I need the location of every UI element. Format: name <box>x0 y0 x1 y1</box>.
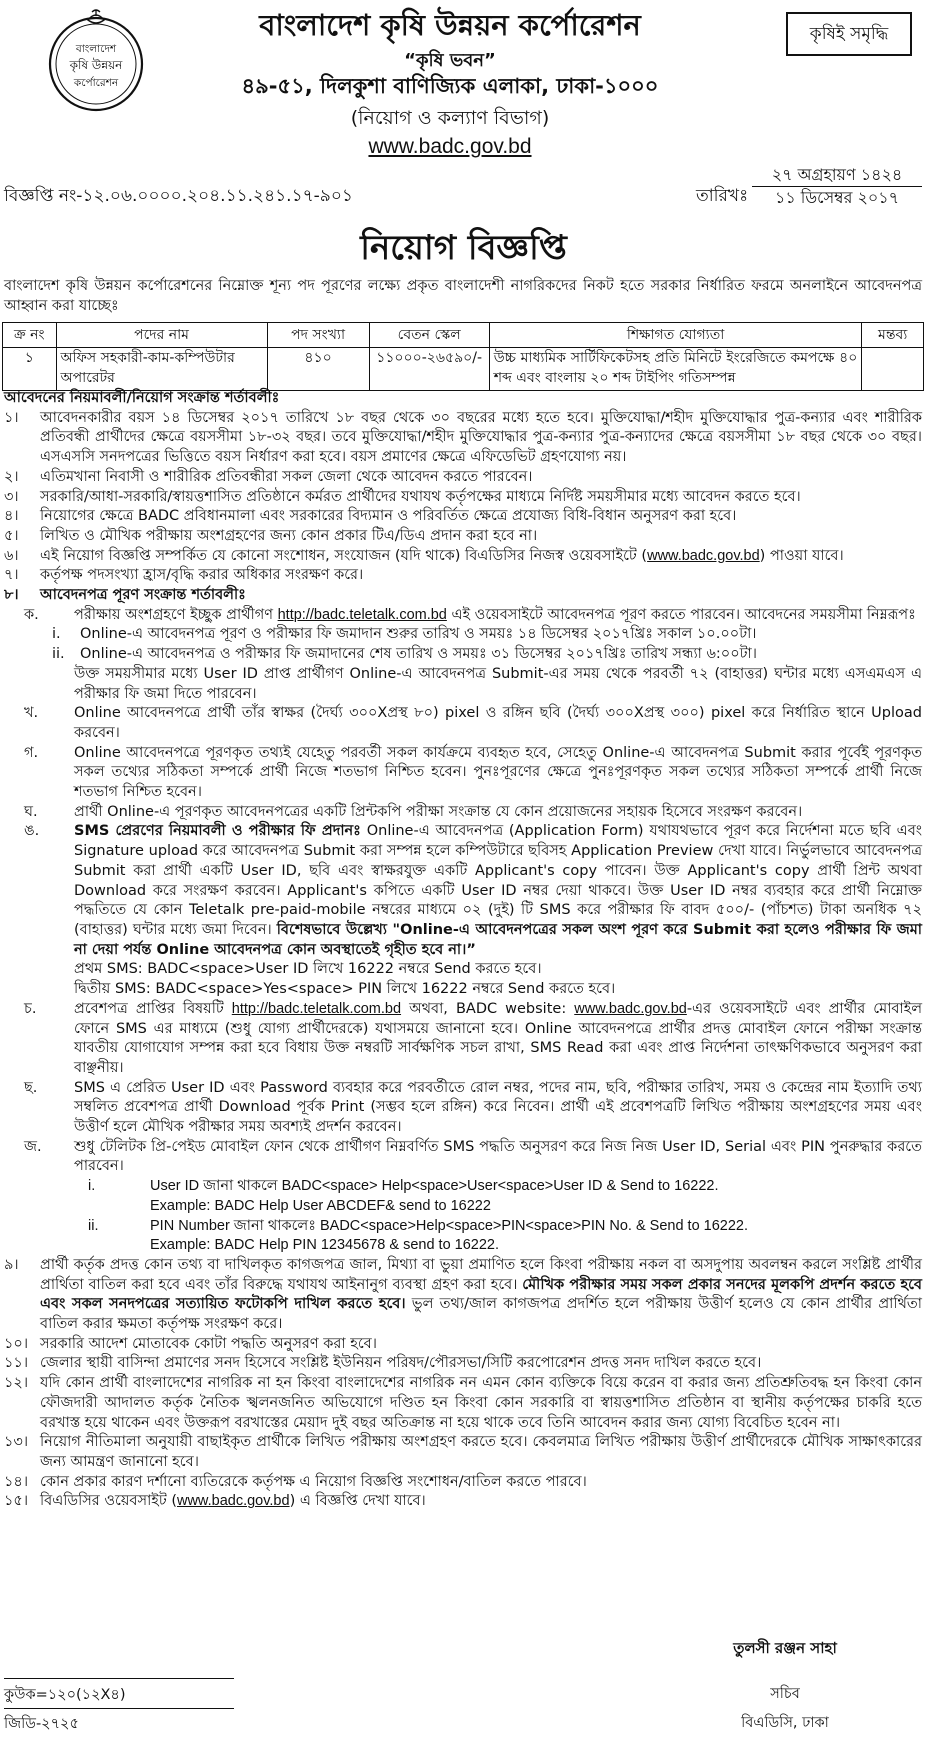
footer-divider <box>4 1678 234 1679</box>
sub-number: খ. <box>24 705 39 722</box>
rule-text: আবেদনপত্র পূরণ সংক্রান্ত শর্তাবলীঃ <box>40 587 246 604</box>
intro-paragraph: বাংলাদেশ কৃষি উন্নয়ন কর্পোরেশনের নিম্নোক্ত শূন্য পদ পূরণের লক্ষ্যে প্রকৃত বাংলাদেশী নাগরিকদের নিকট হতে সরকার নির্ধারিত ফরমে অনলাইনে আবেদনপত্র আহ্বান করা যাচ্ছেঃ <box>4 278 922 314</box>
rule-number: ৫। <box>4 527 19 544</box>
svg-text:বাংলাদেশ: বাংলাদেশ <box>75 43 117 55</box>
sub-text: প্রার্থী Online-এ পূরণকৃত আবেদনপত্রের একটি প্রিন্টকপি পরীক্ষা সংক্রান্ত যে কোন প্রয়োজনের সহায়ক হিসেবে সংরক্ষণ করবেন। <box>74 803 803 820</box>
sub-number: ছ. <box>24 1079 38 1096</box>
website-link[interactable]: www.badc.gov.bd <box>647 547 760 564</box>
rule-number: ২। <box>4 468 19 485</box>
rule-text: সরকারি/আধা-সরকারি/স্বায়ত্তশাসিত প্রতিষ্ঠানে কর্মরত প্রার্থীদের যথাযথ কর্তৃপক্ষের মাধ্যমে নির্দিষ্ট সময়সীমার মধ্যে আবেদন করতে হবে। <box>40 488 801 505</box>
rule-text: আবেদনকারীর বয়স ১৪ ডিসেম্বর ২০১৭ তারিখে ১৮ বছর থেকে ৩০ বছরের মধ্যে হতে হবে। মুক্তিযোদ্ধা/শহীদ মুক্তিযোদ্ধার পুত্র-কন্যার এবং শারীরিক প্রতিবন্ধী প্রার্থীদের ক্ষেত্রে বয়সসীমা ১৮-৩২ বছর। তবে মুক্তিযোদ্ধা/শহীদ মুক্তিযোদ্ধার পুত্র-কন্যার পুত্র-কন্যাদের ক্ষেত্রে বয়সসীমা ১৮ বছর থেকে ৩০ বছর। এসএসসি সনদপত্রের ভিত্তিতে বয়স নির্ধারণ করা হবে। বয়স প্রমাণের ক্ষেত্রে এফিডেভিট গ্রহণযোগ্য নয়। <box>40 409 922 466</box>
rule-text: নিয়োগ নীতিমালা অনুযায়ী বাছাইকৃত প্রার্থীকে লিখিত পরীক্ষায় অংশগ্রহণ করতে হবে। কেবলমাত্র লিখিত পরীক্ষায় উত্তীর্ণ প্রার্থীদেরকে মৌখিক সাক্ষাৎকারের জন্য আমন্ত্রণ জানানো হবে। <box>40 1434 922 1470</box>
sub-text: Online আবেদনপত্রে পূরণকৃত তথ্যই যেহেতু পরবর্তী সকল কার্যক্রমে ব্যবহৃত হবে, সেহেতু Online-এ আবেদনপত্র Submit করার পূর্বেই পূরণকৃত সকল তথ্যের সঠিকতা সম্পর্কে প্রার্থী নিজে শতভাগ নিশ্চিত হবেন। পুনঃপূরণের ক্ষেত্রে পুনঃপূরণকৃত সকল তথ্যের সঠিকতা সম্পর্কে প্রার্থী নিজে শতভাগ নিশ্চিত হবেন। <box>74 744 922 801</box>
rule-text: এতিমখানা নিবাসী ও শারীরিক প্রতিবন্ধীরা সকল জেলা থেকে আবেদন করতে পারবেন। <box>40 468 533 485</box>
rule-8-chha <box>4 1079 922 1138</box>
rule-number: ১৩। <box>4 1434 29 1451</box>
rule-text: ) পাওয়া যাবে। <box>759 547 844 564</box>
cell-scale: ১১০০০-২৬৫৯০/- <box>369 348 489 391</box>
rule-number: ১০। <box>4 1335 29 1352</box>
cell-count: ৪১০ <box>267 348 369 391</box>
rule-text: ) এ বিজ্ঞপ্তি দেখা যাবে। <box>289 1493 426 1510</box>
rule-8-ka <box>4 606 922 626</box>
sub-text: অথবা, BADC website: <box>401 1000 575 1017</box>
table-row <box>3 348 924 391</box>
rule-8-gha <box>4 803 922 823</box>
date-bangla: ২৭ অগ্রহায়ণ ১৪২৪ <box>752 164 922 187</box>
rule-8-ja <box>4 1138 922 1177</box>
svg-text:কৃষি উন্নয়ন: কৃষি উন্নয়ন <box>69 58 123 72</box>
sub-number: চ. <box>24 1000 37 1017</box>
col-header-education: শিক্ষাগত যোগ্যতা <box>489 323 862 348</box>
signatory-office: বিএডিসি, ঢাকা <box>741 1715 829 1731</box>
sub-text-bold: SMS প্রেরণের নিয়মাবলী ও পরীক্ষার ফি প্রদানঃ <box>74 823 361 840</box>
rule-text: সরকারি আদেশ মোতাবেক কোটা পদ্ধতি অনুসরণ করা হবে। <box>40 1335 377 1352</box>
rule-number: ৭। <box>4 567 19 584</box>
sub-text: User ID জানা থাকলে BADC<space> Help<space>User<space>User ID & Send to 16222. <box>150 1178 719 1195</box>
rules-heading: আবেদনের নিয়মাবলী/নিয়োগ সংক্রান্ত শর্তাবলীঃ <box>4 390 280 406</box>
col-header-post: পদের নাম <box>56 323 267 348</box>
sub-text: প্রবেশপত্র প্রাপ্তির বিষয়টি <box>74 1000 232 1017</box>
vacancy-table <box>2 322 924 391</box>
svg-text:কর্পোরেশন: কর্পোরেশন <box>73 77 119 89</box>
rule-text: এই নিয়োগ বিজ্ঞপ্তি সম্পর্কিত যে কোনো সংশোধন, সংযোজন (যদি থাকে) বিএডিসির নিজস্ব ওয়েবসাইটে ( <box>40 547 648 564</box>
website-link[interactable]: www.badc.gov.bd <box>176 1493 290 1510</box>
sub-text: SMS এ প্রেরিত User ID এবং Password ব্যবহার করে পরবর্তীতে রোল নম্বর, পদের নাম, ছবি, পরীক্ষার তারিখ, সময় ও কেন্দ্রের নাম ইত্যাদি তথ্য সম্বলিত প্রবেশপত্র প্রার্থী Download পূর্বক Print (সম্ভব হলে রঙ্গিন) করে নিবেন। প্রার্থী এই প্রবেশপত্রটি লিখিত পরীক্ষায় অংশগ্রহণের সময় এবং উত্তীর্ণ হলে মৌখিক পরীক্ষার সময় অবশ্যই প্রদর্শন করবেন। <box>74 1079 922 1136</box>
page-title: নিয়োগ বিজ্ঞপ্তি <box>360 228 567 268</box>
sub-text: পরীক্ষায় অংশগ্রহণে ইচ্ছুক প্রার্থীগণ <box>74 606 278 623</box>
sub-number: ঙ. <box>24 823 40 840</box>
rule-7 <box>4 566 922 586</box>
date-block <box>752 164 922 208</box>
website-link[interactable]: www.badc.gov.bd <box>574 1000 687 1017</box>
rule-11 <box>4 1354 922 1374</box>
rule-8-cha <box>4 1000 922 1079</box>
rule-number: ৯। <box>4 1256 19 1273</box>
rule-3 <box>4 488 922 508</box>
sub-number: গ. <box>24 744 39 761</box>
table-header-row <box>3 323 924 348</box>
rule-2 <box>4 468 922 488</box>
sub-number: ক. <box>24 606 39 623</box>
teletalk-link[interactable]: http://badc.teletalk.com.bd <box>231 1000 402 1017</box>
rule-8-ga <box>4 744 922 803</box>
sub-text: -এর ওয়েবসাইটে এবং প্রার্থীর মোবাইল ফোনে SMS এর মাধ্যমে (শুধু যোগ্য প্রার্থীদেরকে) যথাসময়ে জানানো হবে। Online আবেদনপত্রে প্রার্থীর প্রদত্ত মোবাইল ফোনে পরীক্ষা সংক্রান্ত যাবতীয় যোগাযোগ সম্পন্ন করা হবে বিধায় উক্ত নম্বরটি সার্বক্ষণিক সচল রাখা, SMS Read করা এবং প্রাপ্ত নির্দেশনা তাৎক্ষণিকভাবে অনুসরণ করা বাঞ্ছনীয়। <box>74 1000 923 1076</box>
rule-number: ৮। <box>4 587 19 604</box>
rule-number: ৩। <box>4 488 19 505</box>
sub-text: Online আবেদনপত্রে প্রার্থী তাঁর স্বাক্ষর (দৈর্ঘ্য ৩০০Xপ্রস্থ ৮০) pixel ও রঙ্গিন ছবি (দৈর্ঘ্য ৩০০Xপ্রস্থ ৩০০) pixel করে নির্ধারিত স্থানে Upload করবেন। <box>74 705 922 741</box>
sub-number: i. <box>52 626 61 643</box>
rule-10 <box>4 1335 922 1355</box>
sub-text: PIN Number জানা থাকলেঃ BADC<space>Help<space>PIN<space>PIN No. & Send to 16222. <box>150 1217 749 1234</box>
rule-number: ১১। <box>4 1355 29 1372</box>
sub-number: i. <box>88 1178 96 1195</box>
sub-text-bold: বিশেষভাবে উল্লেখ্য "Online-এ আবেদনপত্রের সকল অংশ পূরণ করে Submit করা হলেও পরীক্ষার ফি জমা না দেয়া পর্যন্ত Online আবেদনপত্র কোন অবস্থাতেই গৃহীত হবে না।” <box>74 921 922 958</box>
memo-number: বিজ্ঞপ্তি নং-১২.০৬.০০০০.২০৪.১১.২৪১.১৭-৯০১ <box>4 186 353 206</box>
cell-education: উচ্চ মাধ্যমিক সার্টিফিকেটসহ প্রতি মিনিটে ইংরেজিতে কমপক্ষে ৪০ শব্দ এবং বাংলায় ২০ শব্দ টাইপিং গতিসম্পন্ন <box>489 348 862 391</box>
sub-number: ii. <box>52 646 65 663</box>
rule-9 <box>4 1256 922 1335</box>
sms-instruction-2: দ্বিতীয় SMS: BADC<space>Yes<space> PIN লিখে 16222 নম্বরে Send করতে হবে। <box>74 981 616 998</box>
rule-8-ka-ii <box>4 645 922 665</box>
org-address: ৪৯-৫১, দিলকুশা বাণিজ্যিক এলাকা, ঢাকা-১০০০ <box>241 74 659 98</box>
sub-number: ঘ. <box>24 803 38 820</box>
department-name: (নিয়োগ ও কল্যাণ বিভাগ) <box>350 107 550 129</box>
rule-4 <box>4 507 922 527</box>
rule-text: জেলার স্থায়ী বাসিন্দা প্রমাণের সনদ হিসেবে সংশ্লিষ্ট ইউনিয়ন পরিষদ/পৌরসভা/সিটি করপোরেশন প্রদত্ত সনদ দাখিল করতে হবে। <box>40 1355 762 1372</box>
footer-gd-number: জিডি-২৭২৫ <box>4 1716 79 1732</box>
org-name: বাংলাদেশ কৃষি উন্নয়ন কর্পোরেশন <box>259 8 641 42</box>
rule-text: ভুল তথ্য/জাল কাগজপত্র প্রদর্শিত হলে পরীক্ষায় উত্তীর্ণ হলেও যে কোন প্রার্থীর প্রার্থিতা বাতিল করার ক্ষমতা কর্তৃপক্ষ সংরক্ষণ করে। <box>40 1296 923 1333</box>
rule-text: কর্তৃপক্ষ পদসংখ্যা হ্রাস/বৃদ্ধি করার অধিকার সংরক্ষণ করে। <box>40 567 364 584</box>
rule-5 <box>4 527 922 547</box>
rule-number: ১৪। <box>4 1473 29 1490</box>
rule-1 <box>4 409 922 468</box>
rule-6 <box>4 547 922 567</box>
rule-text: প্রার্থী কর্তৃক প্রদত্ত কোন তথ্য বা দাখিলকৃত কাগজপত্র জাল, মিথ্যা বা ভুয়া প্রমাণিত হলে কিংবা পরীক্ষায় নকল বা অসদুপায় অবলম্বন করলে সংশ্লিষ্ট প্রার্থীর প্রার্থিতা বাতিল করা হবে এবং তাঁর বিরুদ্ধে যথাযথ আইনানুগ ব্যবস্থা গ্রহণ করা হবে। <box>40 1256 922 1293</box>
sub-number: জ. <box>24 1138 42 1155</box>
building-name: “কৃষি ভবন” <box>404 50 496 71</box>
sms-instruction-1: প্রথম SMS: BADC<space>User ID লিখে 16222 নম্বরে Send করতে হবে। <box>74 961 542 978</box>
sub-text: Online-এ আবেদনপত্র (Application Form) যথাযথভাবে পূরণ করে নির্দেশনা মতে ছবি এবং Signature upload করে আবেদনপত্র Submit করা সম্পন্ন হলে কম্পিউটারে ছবিসহ Application Preview দেখা যাবে। নির্ভুলভাবে আবেদনপত্র Submit করা প্রার্থী একটি User ID, ছবি এবং স্বাক্ষরযুক্ত একটি Applicant's copy পাবেন। উক্ত Applicant's copy প্রার্থী প্রিন্ট অথবা Download করে সংরক্ষণ করবেন। Applicant's কপিতে একটি User ID নম্বর দেয়া থাকবে। উক্ত User ID নম্বর ব্যবহার করে প্রার্থী নিম্নোক্ত পদ্ধতিতে যে কোন Teletalk pre-paid-mobile নম্বরের মাধ্যমে ০২ (দুই) টি SMS করে পরীক্ষার ফি বাবদ ৫০০/- (পাঁচশত) টাকা অনধিক ৭২ (বাহাত্তর) ঘন্টার মধ্যে জমা দিবেন। <box>74 823 923 938</box>
col-header-remarks: মন্তব্য <box>862 323 924 348</box>
cell-remarks <box>862 348 924 391</box>
rule-8-ja-ii-example: Example: BADC Help PIN 12345678 & send to 16222. <box>150 1237 500 1254</box>
rule-8-kha <box>4 704 922 743</box>
cell-serial: ১ <box>3 348 57 391</box>
rule-text: লিখিত ও মৌখিক পরীক্ষায় অংশগ্রহণের জন্য কোন প্রকার টিএ/ডিএ প্রদান করা হবে না। <box>40 527 538 544</box>
sub-text: Online-এ আবেদনপত্র পূরণ ও পরীক্ষার ফি জমাদান শুরুর তারিখ ও সময়ঃ ১৪ ডিসেম্বর ২০১৭খ্রিঃ সকাল ১০.০০টা। <box>80 626 757 643</box>
teletalk-link[interactable]: http://badc.teletalk.com.bd <box>277 606 447 623</box>
cell-post: অফিস সহকারী-কাম-কম্পিউটার অপারেটর <box>56 348 267 391</box>
rule-8-ka-note <box>4 665 922 704</box>
date-label: তারিখঃ <box>696 186 749 206</box>
rule-number: ১২। <box>4 1375 29 1392</box>
rule-text: কোন প্রকার কারণ দর্শানো ব্যতিরেকে কর্তৃপক্ষ এ নিয়োগ বিজ্ঞপ্তি সংশোধন/বাতিল করতে পারবে। <box>40 1473 587 1490</box>
col-header-count: পদ সংখ্যা <box>267 323 369 348</box>
slogan-box: কৃষিই সমৃদ্ধি <box>786 12 912 56</box>
date-english: ১১ ডিসেম্বর ২০১৭ <box>774 188 900 207</box>
website-link[interactable]: www.badc.gov.bd <box>368 135 532 158</box>
rule-text: যদি কোন প্রার্থী বাংলাদেশের নাগরিক না হন কিংবা বাংলাদেশের নাগরিক নন এমন কোন ব্যক্তিকে বিয়ে করেন বা করার জন্য প্রতিশ্রুতিবদ্ধ হন কিংবা কোন ফৌজদারী আদালত কর্তৃক নৈতিক স্খলনজনিত অভিযোগে দণ্ডিত হন কিংবা কোন সরকারি বা স্বায়ত্তশাসিত প্রতিষ্ঠান বা স্থানীয় কর্তৃপক্ষের চাকরি হতে বরখাস্ত হয়ে থাকেন এবং উক্তরূপ বরখাস্তের মেয়াদ দুই বছর অতিক্রান্ত না হয়ে থাকে তবে তিনি আবেদন করার জন্য যোগ্য বিবেচিত হবেন না। <box>40 1375 922 1431</box>
col-header-serial: ক্র নং <box>3 323 57 348</box>
rule-text-bold: মৌখিক পরীক্ষার সময় সকল প্রকার সনদের মূলকপি প্রদর্শন করতে হবে এবং সকল সনদপত্রের সত্যায়িত ফটোকপি দাখিল করতে হবে। <box>40 1276 922 1313</box>
footer-divider <box>4 1708 234 1709</box>
rule-text: বিএডিসির ওয়েবসাইট ( <box>40 1493 177 1510</box>
sub-text: শুধু টেলিটক প্রি-পেইড মোবাইল ফোন থেকে প্রার্থীগণ নিম্নবর্ণিত SMS পদ্ধতি অনুসরণ করে নিজ নিজ User ID, Serial এবং PIN পুনরুদ্ধার করতে পারবেন। <box>74 1138 922 1175</box>
sub-number: ii. <box>88 1217 99 1234</box>
rule-8-ja-i-example: Example: BADC Help User ABCDEF& send to 16222 <box>150 1197 491 1214</box>
sub-text: এই ওয়েবসাইটে আবেদনপত্র পূরণ করতে পারবেন। আবেদনের সময়সীমা নিম্নরূপঃ <box>446 606 916 623</box>
rule-number: ১৫। <box>4 1493 29 1510</box>
rule-14 <box>4 1473 922 1493</box>
rule-8-ja-ii <box>4 1217 922 1237</box>
sub-text: Online-এ আবেদনপত্র ও পরীক্ষার ফি জমাদানের শেষ তারিখ ও সময়ঃ ৩১ ডিসেম্বর ২০১৭খ্রিঃ তারিখ সন্ধ্যা ৬:০০টা। <box>80 646 757 663</box>
footer-code: কুউক=১২০(১২X৪) <box>4 1687 126 1703</box>
rule-number: ৪। <box>4 508 19 525</box>
rule-13 <box>4 1433 922 1472</box>
col-header-scale: বেতন স্কেল <box>369 323 489 348</box>
rule-8-ka-i <box>4 625 922 645</box>
rules-section <box>4 389 922 1512</box>
rule-15 <box>4 1492 922 1512</box>
badc-seal-logo <box>42 6 150 114</box>
rule-number: ৬। <box>4 547 19 564</box>
signatory-designation: সচিব <box>770 1686 800 1702</box>
signatory-name: তুলসী রঞ্জন সাহা <box>733 1639 837 1657</box>
rule-8 <box>4 586 922 606</box>
rule-number: ১। <box>4 409 19 426</box>
rule-12 <box>4 1374 922 1433</box>
sub-text: উক্ত সময়সীমার মধ্যে User ID প্রাপ্ত প্রার্থীগণ Online-এ আবেদনপত্র Submit-এর সময় থেকে পরবর্তী ৭২ (বাহাত্তর) ঘন্টার মধ্যে এসএমএস এ পরীক্ষার ফি জমা দিতে পারবেন। <box>74 665 922 702</box>
rule-text: নিয়োগের ক্ষেত্রে BADC প্রবিধানমালা এবং সরকারের বিদ্যমান ও পরিবর্তিত ক্ষেত্রে প্রযোজ্য বিধি-বিধান অনুসরণ করা হবে। <box>40 508 737 525</box>
rule-8-uma <box>4 822 922 960</box>
rule-8-ja-i <box>4 1177 922 1197</box>
